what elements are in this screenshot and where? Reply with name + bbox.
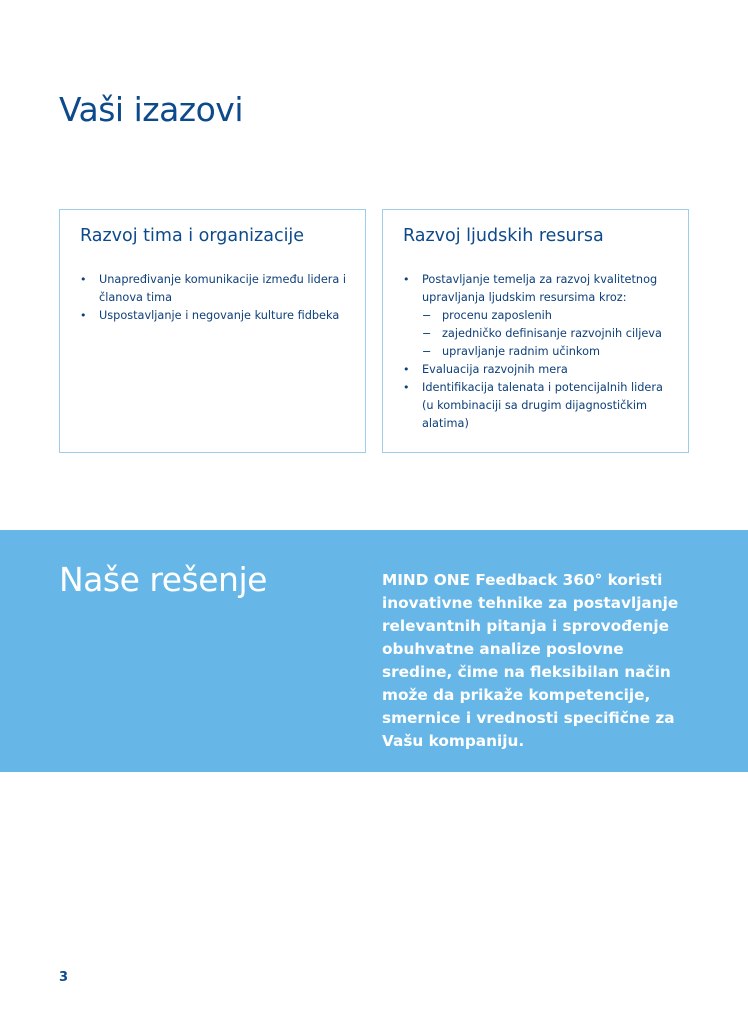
solution-body: koristi inovativne tehnike za postavljanje relevantnih pitanja i sprovođenje obuhvatne analize poslovne sredine, čime na fleksibilan način može da prikaže kompetencije, smernice i vrednosti specifične za Vašu kompaniju. [382,571,679,750]
solution-section [0,530,748,772]
list-item: • Evaluacija razvojnih mera [403,361,671,379]
sub-list-item: − zajedničko definisanje razvojnih ciljeva [403,325,671,343]
solution-title: Naše rešenje [59,560,267,599]
list-item: • Identifikacija talenata i potencijalnih lidera (u kombinaciji sa drugim dijagnostičkim alatima) [403,379,671,433]
list-item: • Postavljanje temelja za razvoj kvalitetnog upravljanja ljudskim resursima kroz: [403,271,671,307]
list-item: • Unapređivanje komunikacije između lidera i članova tima [80,271,348,307]
product-name: MIND ONE Feedback 360° [382,571,603,589]
card-title: Razvoj ljudskih resursa [403,226,604,246]
card-hr-development [382,209,689,453]
card-title: Razvoj tima i organizacije [80,226,305,246]
sub-list-item: − upravljanje radnim učinkom [403,343,671,361]
card-team-development [59,209,366,453]
challenge-list [80,271,348,325]
page-number: 3 [59,970,69,985]
sub-list-item: − procenu zaposlenih [403,307,671,325]
list-item: • Uspostavljanje i negovanje kulture fidbeka [80,307,348,325]
challenge-list [403,271,671,433]
page-title: Vaši izazovi [59,90,244,129]
solution-description [382,569,682,753]
